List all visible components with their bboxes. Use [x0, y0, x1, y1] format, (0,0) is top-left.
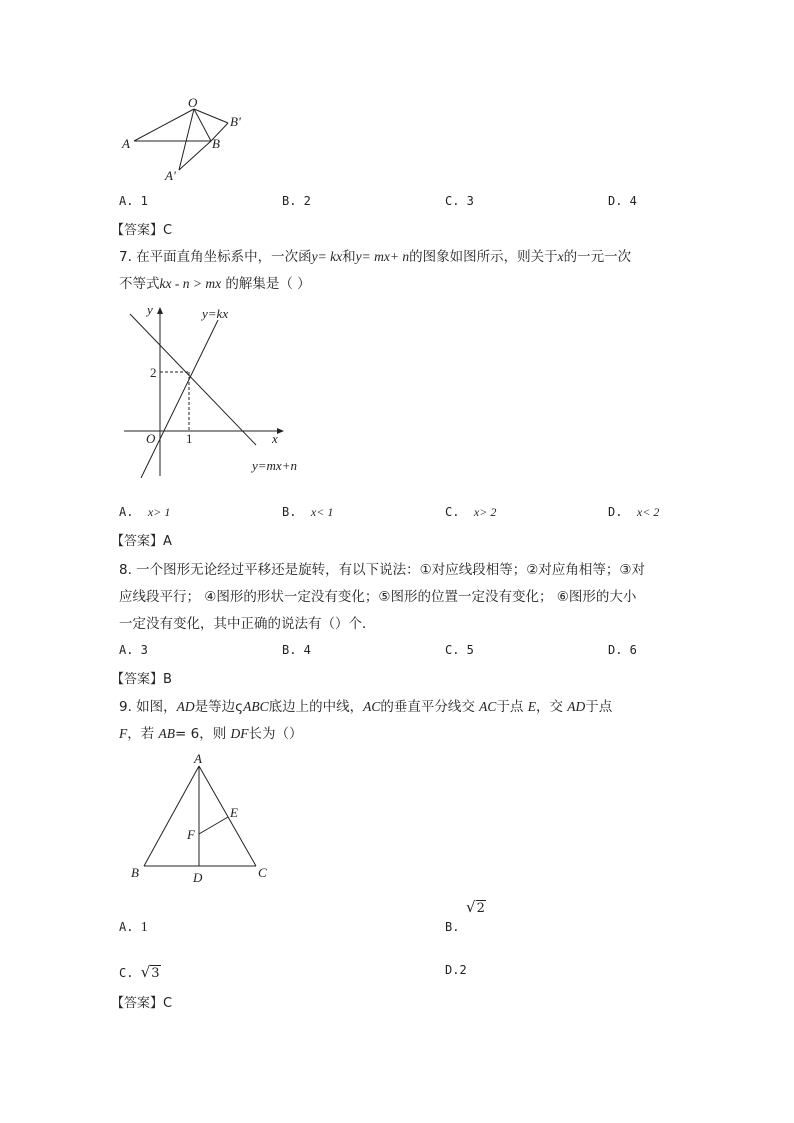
answer-value: C [163, 223, 173, 238]
q8-option-d: D. 6 [608, 643, 637, 657]
q6-option-a: A. 1 [119, 194, 148, 208]
q8-stem-line-1: 8. 一个图形无论经过平移还是旋转，有以下说法：①对应线段相等；②对应角相等；③对 [119, 562, 645, 578]
q7-tick-1: 1 [186, 431, 193, 446]
q9-label-c: C [258, 865, 267, 880]
q9-stem-line-2: F，若 AB= 6，则 DF长为（） [119, 726, 303, 742]
q7-x-axis-label: x [272, 431, 278, 446]
q8-answer: 【答案】B [111, 672, 172, 687]
q6-label-o: O [188, 95, 198, 110]
q8-option-b: B. 4 [282, 643, 311, 657]
q8-option-c: C. 5 [445, 643, 474, 657]
q9-option-d: D.2 [445, 963, 467, 977]
q9-option-a: A. 1 [119, 920, 148, 935]
q9-option-b-sqrt: √2 [466, 898, 485, 916]
q6-label-a-prime: A' [165, 168, 176, 183]
q7-y-axis-label: y [147, 302, 153, 317]
q9-option-b: B. [445, 920, 460, 934]
q9-label-d: D [193, 870, 203, 885]
answer-label: 【答案】 [111, 223, 164, 238]
q9-label-f: F [187, 827, 195, 842]
q9-label-b: B [131, 865, 139, 880]
q6-label-a: A [122, 136, 130, 151]
q8-option-a: A. 3 [119, 643, 148, 657]
q9-label-e: E [230, 805, 238, 820]
q6-option-c: C. 3 [445, 194, 474, 208]
q7-answer: 【答案】A [111, 534, 172, 549]
q9-answer: 【答案】C [111, 996, 173, 1011]
q6-label-b-prime: B' [230, 114, 241, 129]
q9-option-c: C. √3 [119, 963, 160, 981]
q7-origin-label: O [146, 431, 156, 446]
q7-stem-line-1: 7. 在平面直角坐标系中，一次函y= kx和y= mx+ n的图象如图所示，则关于x的一元一次 [119, 249, 632, 265]
q9-stem-line-1: 9. 如图，AD是等边ςABC底边上的中线，AC的垂直平分线交 AC于点 E，交 AD于点 [119, 699, 613, 715]
q7-tick-2: 2 [150, 365, 157, 380]
q7-label-mx-n: y=mx+n [252, 458, 297, 473]
q7-option-c: C. x> 2 [445, 505, 497, 519]
q6-option-b: B. 2 [282, 194, 311, 208]
q8-stem-line-3: 一定没有变化，其中正确的说法有（）个． [119, 616, 376, 632]
q6-option-d: D. 4 [608, 194, 637, 208]
q9-label-a: A [194, 751, 202, 766]
q7-label-kx: y=kx [202, 306, 229, 321]
q7-option-d: D. x< 2 [608, 505, 660, 519]
q8-stem-line-2: 应线段平行； ④图形的形状一定没有变化；⑤图形的位置一定没有变化； ⑥图形的大小 [119, 589, 637, 605]
q6-label-b: B [212, 136, 220, 151]
q7-option-a: A. x> 1 [119, 505, 171, 519]
q7-option-b: B. x< 1 [282, 505, 334, 519]
q7-stem-line-2: 不等式kx - n > mx 的解集是（ ） [119, 276, 311, 292]
